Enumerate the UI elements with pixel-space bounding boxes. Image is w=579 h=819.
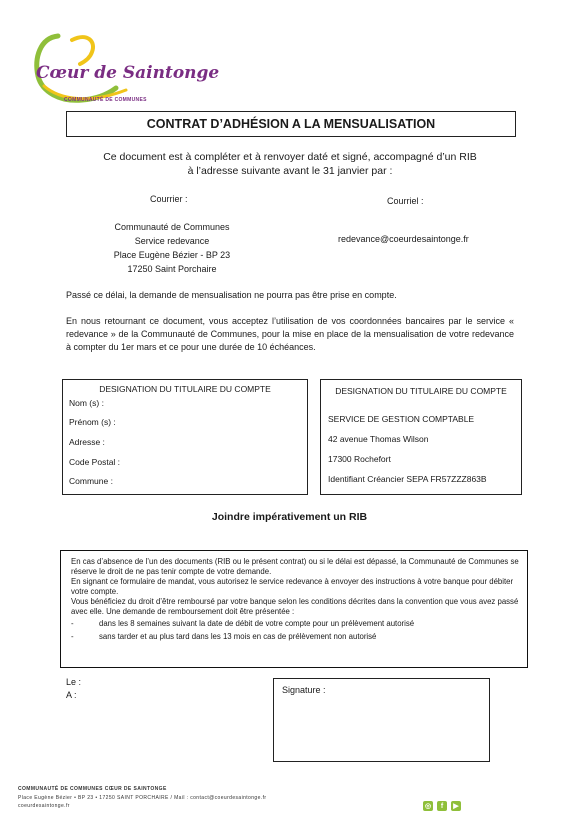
prenom-field[interactable]: Prénom (s) : [69, 417, 116, 427]
notice-bullet-1-text: dans les 8 semaines suivant la date de débit de votre compte pour un prélèvement autorisé [99, 619, 415, 628]
titulaire-box [62, 379, 308, 495]
nom-field[interactable]: Nom (s) : [69, 398, 104, 408]
notice-paragraph-2: En signant ce formulaire de mandat, vous autorisez le service redevance à envoyer des instructions à votre banque pour débiter votre compte. [71, 577, 514, 596]
conditions-notice [60, 550, 528, 668]
rib-notice: Joindre impérativement un RIB [211, 511, 368, 523]
document-title [66, 111, 516, 137]
svg-text:Cœur de Saintonge: Cœur de Saintonge [36, 63, 220, 83]
creancier-heading: DESIGNATION DU TITULAIRE DU COMPTE [335, 386, 507, 396]
commune-field[interactable]: Commune : [69, 476, 113, 486]
logo-subtitle: COMMUNAUTÉ DE COMMUNES [64, 97, 147, 103]
footer-line-3: coeurdesaintonge.fr [18, 803, 70, 809]
code-postal-field[interactable]: Code Postal : [69, 457, 121, 467]
place-field[interactable]: A : [66, 690, 77, 700]
notice-paragraph-1: En cas d’absence de l’un des documents (RIB ou le présent contrat) ou si le délai est dépassé, la Communauté de Communes se réserve le droit de ne pas tenir compte de votre demande. [71, 557, 519, 576]
courriel-email: redevance@coeurdesaintonge.fr [338, 234, 469, 244]
courriel-label: Courriel : [387, 196, 424, 206]
courrier-label: Courrier : [150, 194, 188, 204]
facebook-icon[interactable]: f [437, 801, 447, 811]
courrier-line-3: Place Eugène Bézier - BP 23 [113, 250, 231, 260]
notice-paragraph-3: Vous bénéficiez du droit d’être remboursé par votre banque selon les conditions décrites dans la convention que vous avez passé avec elle. Une demande de remboursement doit être présentée : [71, 597, 519, 616]
notice-bullet-1: - dans les 8 semaines suivant la date de débit de votre compte pour un prélèvement autorisé [71, 619, 415, 628]
footer-line-2: Place Eugène Bézier • BP 23 • 17250 SAINT PORCHAIRE / Mail : contact@coeurdesaintonge.fr [18, 795, 267, 801]
creancier-line-4: Identifiant Créancier SEPA FR57ZZZ863B [328, 474, 487, 484]
consent-text: En nous retournant ce document, vous acceptez l’utilisation de vos coordonnées bancaires par le service « redevance » de la Communauté de Communes, pour la mise en place de la mensualisation de votre redevance à compter du 1er mars et ce pour une durée de 10 échéances. [66, 316, 514, 352]
creancier-line-1: SERVICE DE GESTION COMPTABLE [328, 414, 475, 424]
creancier-line-2: 42 avenue Thomas Wilson [328, 434, 429, 444]
courrier-address [92, 220, 252, 276]
notice-bullet-2: - sans tarder et au plus tard dans les 13 mois en cas de prélèvement non autorisé [71, 632, 377, 641]
deadline-paragraph: Passé ce délai, la demande de mensualisation ne pourra pas être prise en compte. [66, 290, 397, 300]
youtube-icon[interactable]: ▶ [451, 801, 461, 811]
date-field[interactable]: Le : [66, 677, 82, 687]
intro-line-2: à l’adresse suivante avant le 31 janvier par : [187, 165, 393, 177]
signature-box[interactable] [273, 678, 490, 762]
courrier-line-4: 17250 Saint Porchaire [127, 264, 217, 274]
courrier-line-1: Communauté de Communes [114, 222, 230, 232]
footer-line-1: COMMUNAUTÉ DE COMMUNES CŒUR DE SAINTONGE [18, 786, 167, 792]
instagram-icon[interactable]: ◎ [424, 803, 432, 810]
intro-text [52, 150, 528, 178]
consent-paragraph [66, 315, 514, 354]
courrier-line-2: Service redevance [134, 236, 210, 246]
titulaire-heading: DESIGNATION DU TITULAIRE DU COMPTE [99, 384, 271, 394]
signature-label: Signature : [282, 685, 326, 695]
intro-line-1: Ce document est à compléter et à renvoyer daté et signé, accompagné d’un RIB [103, 151, 477, 163]
document-title-text: CONTRAT D’ADHÉSION A LA MENSUALISATION [146, 117, 436, 131]
creancier-line-3: 17300 Rochefort [328, 454, 391, 464]
notice-bullet-2-text: sans tarder et au plus tard dans les 13 mois en cas de prélèvement non autorisé [99, 632, 377, 641]
creancier-box [320, 379, 522, 495]
adresse-field[interactable]: Adresse : [69, 437, 105, 447]
